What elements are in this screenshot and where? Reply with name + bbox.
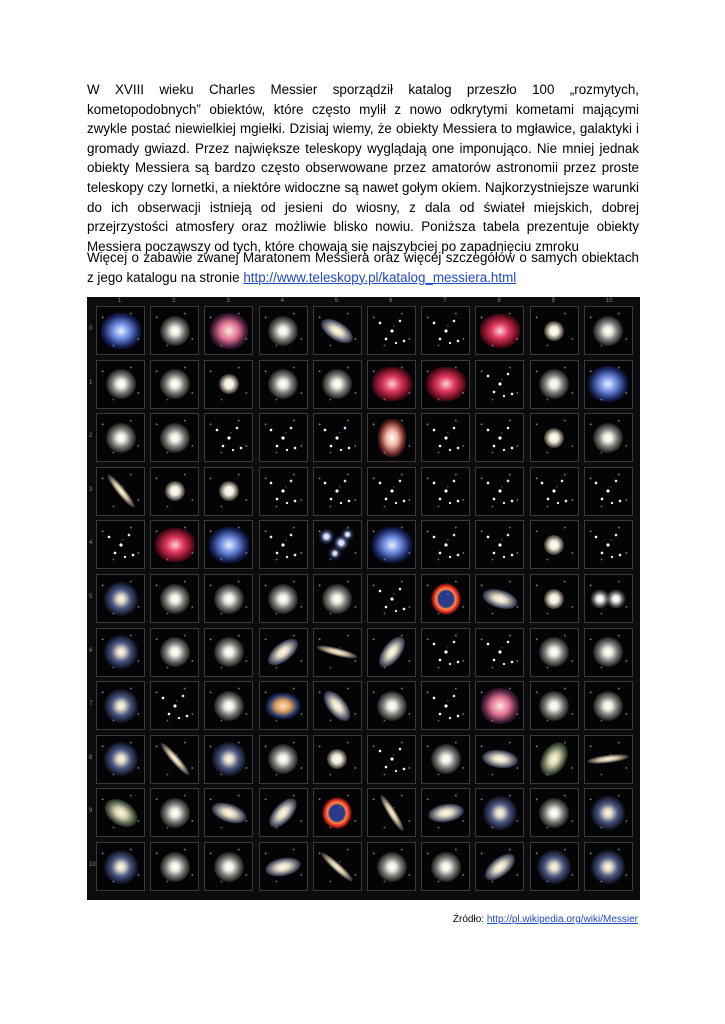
object-image: [263, 471, 303, 511]
messier-thumbnail: [475, 467, 524, 516]
object-image: [101, 313, 141, 349]
messier-thumbnail: [96, 360, 145, 409]
column-label: 4: [280, 298, 284, 304]
messier-thumbnail: [96, 735, 145, 784]
row-label: 9: [89, 808, 93, 815]
messier-thumbnail: [530, 628, 579, 677]
object-image: [480, 848, 519, 885]
messier-thumbnail: [313, 842, 362, 891]
messier-thumbnail: [204, 681, 253, 730]
object-image: [426, 686, 466, 726]
object-image: [593, 637, 623, 667]
messier-thumbnail: [204, 574, 253, 623]
row-label: 10: [89, 862, 96, 868]
object-image: [316, 524, 358, 566]
object-image: [101, 525, 141, 565]
object-image: [588, 366, 628, 402]
messier-thumbnail: [367, 467, 416, 516]
messier-thumbnail: [259, 735, 308, 784]
object-image: [268, 369, 298, 399]
object-image: [317, 418, 357, 458]
object-image: [480, 471, 520, 511]
object-image: [431, 852, 461, 882]
object-image: [426, 418, 466, 458]
messier-thumbnail: [475, 628, 524, 677]
messier-thumbnail: [313, 306, 362, 355]
object-image: [160, 584, 190, 614]
row-label: 0: [89, 326, 93, 332]
object-image: [481, 688, 519, 724]
messier-thumbnail: [150, 842, 199, 891]
messier-thumbnail: [584, 681, 633, 730]
object-image: [158, 741, 192, 778]
object-image: [155, 686, 195, 726]
messier-thumbnail: [475, 681, 524, 730]
object-image: [160, 316, 190, 346]
messier-thumbnail: [204, 520, 253, 569]
column-label: 1: [118, 298, 122, 304]
object-image: [372, 367, 412, 401]
messier-thumbnail: [259, 788, 308, 837]
object-image: [480, 418, 520, 458]
messier-thumbnail: [367, 520, 416, 569]
object-image: [263, 634, 302, 671]
messier-thumbnail: [421, 681, 470, 730]
messier-thumbnail: [96, 788, 145, 837]
messier-thumbnail: [204, 467, 253, 516]
messier-thumbnail: [259, 628, 308, 677]
messier-thumbnail: [584, 467, 633, 516]
messier-thumbnail: [96, 520, 145, 569]
object-image: [480, 585, 520, 612]
messier-thumbnail: [204, 360, 253, 409]
messier-thumbnail: [475, 520, 524, 569]
object-image: [209, 527, 249, 563]
object-image: [317, 313, 357, 347]
object-image: [593, 691, 623, 721]
messier-thumbnail: [313, 735, 362, 784]
messier-thumbnail: [584, 788, 633, 837]
messier-thumbnail: [204, 306, 253, 355]
messier-thumbnail: [313, 574, 362, 623]
messier-thumbnail: [150, 788, 199, 837]
object-image: [544, 428, 564, 448]
messier-thumbnail: [421, 467, 470, 516]
object-image: [316, 643, 359, 661]
messier-thumbnail: [421, 788, 470, 837]
object-image: [268, 316, 298, 346]
column-label: 9: [551, 298, 555, 304]
object-image: [377, 691, 407, 721]
messier-thumbnail: [475, 574, 524, 623]
object-image: [480, 314, 520, 348]
messier-thumbnail: [530, 681, 579, 730]
object-image: [537, 850, 571, 884]
object-image: [268, 744, 298, 774]
object-image: [480, 525, 520, 565]
object-image: [480, 632, 520, 672]
messier-thumbnail: [204, 628, 253, 677]
messier-thumbnail: [475, 413, 524, 462]
messier-thumbnail: [96, 306, 145, 355]
row-label: 5: [89, 594, 93, 600]
object-image: [322, 584, 352, 614]
object-image: [372, 471, 412, 511]
messier-thumbnail: [259, 520, 308, 569]
column-label: 10: [605, 298, 613, 304]
row-label: 1: [89, 379, 93, 386]
messier-thumbnail: [530, 842, 579, 891]
messier-thumbnail: [150, 467, 199, 516]
messier-thumbnail: [530, 574, 579, 623]
wikipedia-source-link[interactable]: http://pl.wikipedia.org/wiki/Messier: [486, 914, 638, 925]
object-image: [209, 799, 249, 828]
messier-thumbnail: [313, 467, 362, 516]
messier-thumbnail: [313, 360, 362, 409]
messier-thumbnail: [584, 735, 633, 784]
object-image: [214, 852, 244, 882]
object-image: [160, 852, 190, 882]
object-image: [212, 742, 246, 776]
object-image: [104, 742, 138, 776]
object-image: [373, 632, 409, 672]
object-image: [219, 481, 239, 501]
messier-thumbnail: [204, 413, 253, 462]
object-image: [106, 423, 136, 453]
more-info-paragraph: [87, 248, 639, 287]
object-image: [481, 748, 519, 770]
intro-paragraph: W XVIII wieku Charles Messier sporządził katalog przeszło 100 „rozmytych, kometopodobnych” obiektów, które często mylił z nowo odkrytymi kometami mającymi zwykle postać niewielkiej mgiełki. Dzisiaj wiemy, że obiekty Messiera to mgławice, galaktyki i gromady gwiazd. Przez największe teleskopy wyglądają one imponująco. Nie mniej jednak obiekty Messiera są bardzo często obserwowane przez amatorów astronomii przez proste teleskopy czy lornetki, a niektóre widoczne są nawet gołym okiem. Najkorzystniejsze warunki do ich obserwacji istnieją od jesieni do wiosny, z dala od świateł miejskich, dobrej przejrzystości atmosfery oraz możliwie blisko nowiu. Poniższa tabela prezentuje obiekty Messiera począwszy od tych, które chowają się najszybciej po zapadnięciu zmroku: [87, 82, 639, 254]
messier-thumbnail: [475, 360, 524, 409]
object-image: [588, 471, 628, 511]
object-image: [263, 418, 303, 458]
messier-thumbnail: [530, 735, 579, 784]
object-image: [431, 744, 461, 774]
messier-thumbnail: [530, 520, 579, 569]
messier-thumbnail: [367, 681, 416, 730]
column-label: 5: [334, 298, 339, 304]
messier-thumbnail: [313, 413, 362, 462]
messier-thumbnail: [421, 306, 470, 355]
row-label: 2: [89, 433, 93, 440]
messier-thumbnail: [96, 467, 145, 516]
messier-thumbnail: [259, 681, 308, 730]
object-image: [104, 582, 138, 616]
object-image: [372, 739, 412, 779]
messier-thumbnail: [259, 842, 308, 891]
messier-thumbnail: [150, 735, 199, 784]
object-image: [165, 481, 185, 501]
object-image: [160, 637, 190, 667]
object-image: [588, 589, 628, 609]
object-image: [210, 313, 248, 349]
object-image: [319, 686, 356, 725]
object-image: [322, 797, 352, 829]
messier-thumbnail: [584, 360, 633, 409]
object-image: [268, 584, 298, 614]
messier-thumbnail: [367, 788, 416, 837]
object-image: [593, 316, 623, 346]
object-image: [591, 796, 625, 830]
messier-thumbnail: [530, 360, 579, 409]
messier-thumbnail: [259, 574, 308, 623]
object-image: [160, 423, 190, 453]
messier-thumbnail: [584, 520, 633, 569]
row-label: 8: [89, 754, 93, 761]
messier-thumbnail: [475, 735, 524, 784]
object-image: [106, 369, 136, 399]
object-image: [99, 793, 142, 833]
object-image: [327, 749, 347, 769]
messier-thumbnail: [584, 574, 633, 623]
object-image: [426, 367, 466, 401]
messier-thumbnail: [150, 574, 199, 623]
messier-thumbnail: [150, 360, 199, 409]
object-image: [322, 369, 352, 399]
more-info-text: Więcej o zabawie zwanej Maratonem Messiera oraz więcej szczegółów o samych obiektach z jego katalogu na stronie: [87, 250, 639, 285]
messier-thumbnail: [150, 413, 199, 462]
messier-thumbnail: [367, 735, 416, 784]
messier-thumbnail: [530, 413, 579, 462]
object-image: [426, 632, 466, 672]
object-image: [372, 311, 412, 351]
messier-thumbnail: [367, 574, 416, 623]
object-image: [483, 796, 517, 830]
object-image: [160, 369, 190, 399]
messier-thumbnail: [584, 628, 633, 677]
object-image: [155, 528, 195, 562]
object-image: [426, 471, 466, 511]
object-image: [263, 525, 303, 565]
messier-thumbnail: [96, 681, 145, 730]
messier-thumbnail: [421, 842, 470, 891]
object-image: [160, 798, 190, 828]
messier-thumbnail: [96, 574, 145, 623]
messier-thumbnail: [259, 360, 308, 409]
object-image: [587, 753, 630, 766]
row-label: 3: [89, 486, 93, 493]
messier-thumbnail: [584, 413, 633, 462]
messier-thumbnail: [421, 360, 470, 409]
row-label: 7: [89, 701, 93, 708]
messier-thumbnail: [530, 306, 579, 355]
messier-thumbnail: [259, 413, 308, 462]
object-image: [535, 738, 574, 781]
messier-thumbnail: [204, 788, 253, 837]
object-image: [539, 798, 569, 828]
messier-thumbnail: [530, 467, 579, 516]
object-image: [544, 321, 564, 341]
messier-thumbnail: [475, 306, 524, 355]
messier-thumbnail: [259, 306, 308, 355]
object-image: [104, 472, 137, 510]
object-image: [539, 369, 569, 399]
object-image: [377, 852, 407, 882]
messier-thumbnail: [204, 842, 253, 891]
messier-thumbnail: [96, 413, 145, 462]
column-label: 8: [497, 298, 501, 304]
messier-thumbnail: [204, 735, 253, 784]
object-image: [214, 637, 244, 667]
object-image: [539, 637, 569, 667]
object-image: [593, 423, 623, 453]
object-image: [264, 854, 303, 879]
messier-thumbnail: [150, 520, 199, 569]
object-image: [544, 589, 564, 609]
row-label: 4: [89, 540, 93, 547]
object-image: [591, 850, 625, 884]
teleskopy-link[interactable]: http://www.teleskopy.pl/katalog_messiera.html: [243, 269, 517, 285]
messier-thumbnail: [367, 842, 416, 891]
column-label: 3: [226, 298, 230, 304]
object-image: [219, 374, 239, 394]
object-image: [377, 793, 406, 833]
object-image: [588, 525, 628, 565]
messier-thumbnail: [96, 628, 145, 677]
object-image: [431, 583, 461, 615]
messier-thumbnail: [259, 467, 308, 516]
object-image: [104, 689, 138, 723]
messier-thumbnail: [530, 788, 579, 837]
column-label: 6: [389, 298, 393, 304]
object-image: [539, 691, 569, 721]
messier-thumbnail: [313, 628, 362, 677]
object-image: [266, 693, 300, 719]
messier-thumbnail: [421, 628, 470, 677]
object-image: [209, 418, 249, 458]
object-image: [534, 471, 574, 511]
messier-thumbnail: [367, 628, 416, 677]
messier-thumbnail: [313, 788, 362, 837]
messier-thumbnail: [150, 306, 199, 355]
messier-thumbnail: [150, 628, 199, 677]
messier-thumbnail: [475, 842, 524, 891]
object-image: [544, 535, 564, 555]
object-image: [317, 471, 357, 511]
messier-thumbnail: [421, 520, 470, 569]
object-image: [427, 801, 465, 824]
column-label: 2: [172, 298, 176, 304]
messier-thumbnail: [421, 574, 470, 623]
messier-thumbnail: [367, 306, 416, 355]
source-line: [453, 914, 638, 925]
messier-thumbnail: [96, 842, 145, 891]
messier-thumbnail: [313, 520, 362, 569]
object-image: [426, 311, 466, 351]
messier-thumbnail: [367, 413, 416, 462]
object-image: [372, 579, 412, 619]
messier-thumbnail: [421, 413, 470, 462]
column-label: 7: [443, 298, 447, 304]
messier-thumbnail: [475, 788, 524, 837]
messier-thumbnail: [584, 306, 633, 355]
messier-thumbnail: [421, 735, 470, 784]
object-image: [104, 850, 138, 884]
object-image: [264, 793, 301, 832]
messier-objects-grid: [87, 297, 640, 900]
object-image: [104, 635, 138, 669]
object-image: [372, 527, 412, 563]
object-image: [214, 584, 244, 614]
row-label: 6: [89, 647, 93, 654]
object-image: [319, 849, 356, 883]
messier-thumbnail: [150, 681, 199, 730]
messier-thumbnail: [313, 681, 362, 730]
object-image: [480, 364, 520, 404]
messier-thumbnail: [367, 360, 416, 409]
object-image: [214, 691, 244, 721]
object-image: [378, 419, 406, 457]
object-image: [426, 525, 466, 565]
messier-thumbnail: [584, 842, 633, 891]
source-label: Źródło:: [452, 914, 487, 925]
